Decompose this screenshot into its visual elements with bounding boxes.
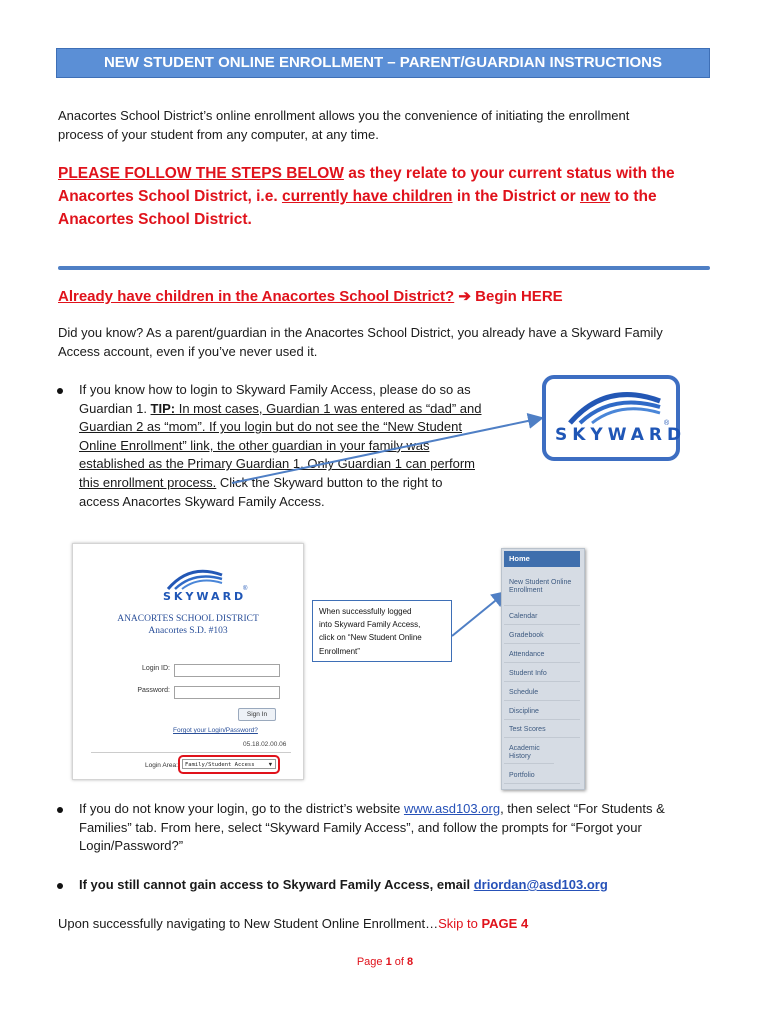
separator (91, 752, 291, 753)
bullet-line: If you do not know your login, go to the district’s website (79, 801, 404, 816)
page-title-banner: NEW STUDENT ONLINE ENROLLMENT – PARENT/GUARDIAN INSTRUCTIONS (56, 48, 710, 78)
section-heading-underlined: Already have children in the Anacortes School District? (58, 288, 455, 305)
menu-item-academic-history[interactable]: Academic History (504, 745, 554, 764)
callout-line: Enrollment” (319, 646, 360, 656)
district-subtitle: Anacortes S.D. #103 (148, 626, 228, 636)
login-area-label: Login Area: (145, 762, 178, 769)
bullet-line: Guardian 2 as “mom”. If you login but do not see the “New Student (79, 419, 462, 435)
notice-text: as they relate to your current status with the (343, 165, 675, 182)
did-you-know-line: Did you know? As a parent/guardian in the Anacortes School District, you already have a Skyward Family (58, 325, 663, 340)
bullet-line: access Anacortes Skyward Family Access. (79, 493, 325, 509)
support-email-link[interactable]: driordan@asd103.org (473, 877, 608, 892)
menu-item-discipline[interactable]: Discipline (504, 708, 580, 720)
bullet-line: If you still cannot gain access to Skyward Family Access, email (79, 877, 474, 892)
notice-emphasis: PLEASE FOLLOW THE STEPS BELOW (58, 165, 344, 182)
notice-text: Anacortes School District. (58, 211, 252, 228)
callout-line: click on “New Student Online (319, 633, 422, 643)
menu-item-home[interactable]: Home (504, 551, 580, 567)
did-you-know-line: Access account, even if you’ve never used it. (58, 344, 318, 359)
bullet-line: Login/Password?” (79, 838, 184, 854)
dropdown-arrow-icon: ▼ (268, 762, 272, 768)
section-heading-rest: Begin HERE (475, 288, 563, 305)
skyward-login-screenshot (72, 543, 304, 780)
bullet-line: If you know how to login to Skyward Family Access, please do so as (79, 382, 471, 397)
menu-item-portfolio[interactable]: Portfolio (504, 772, 580, 784)
menu-item-attendance[interactable]: Attendance (504, 651, 580, 663)
intro-line: process of your student from any computer, at any time. (58, 127, 379, 142)
bullet-line: Click the Skyward button to the right to (216, 474, 443, 490)
password-input[interactable] (174, 686, 280, 699)
page-of: of (391, 956, 408, 968)
callout-box (312, 600, 452, 662)
bullet-line: Guardian 1. (79, 400, 151, 416)
skyward-swoosh-icon (166, 567, 224, 591)
menu-item-gradebook[interactable]: Gradebook (504, 632, 580, 644)
bullet-line: In most cases, Guardian 1 was entered as “dad” and (175, 400, 482, 416)
skyward-swoosh-icon (566, 387, 664, 425)
bullet-item-forgot-login (79, 800, 719, 856)
bullet-line: this enrollment process. (79, 474, 217, 490)
registered-mark: ® (243, 586, 248, 592)
forgot-login-link[interactable]: Forgot your Login/Password? (173, 727, 258, 734)
closing-text: Upon successfully navigating to New Student Online Enrollment… (58, 916, 439, 931)
menu-item-test-scores[interactable]: Test Scores (504, 726, 580, 738)
closing-line (58, 914, 528, 933)
district-name: ANACORTES SCHOOL DISTRICT (117, 614, 259, 624)
page-footer (0, 956, 770, 968)
bullet-line: , then select “For Students & (500, 801, 665, 816)
page-total: 8 (407, 956, 414, 968)
login-area-value: Family/Student Access (185, 762, 255, 768)
bullet-line: Families” tab. From here, select “Skyward Family Access”, and follow the prompts for “Forgot your (79, 819, 642, 835)
registered-mark: ® (664, 420, 670, 427)
password-label: Password: (137, 687, 170, 694)
bullet-icon (57, 807, 63, 813)
login-id-input[interactable] (174, 664, 280, 677)
notice-text: in the District or (452, 188, 580, 205)
callout-line: into Skyward Family Access, (319, 620, 421, 630)
tip-label: TIP: (150, 400, 176, 416)
version-number: 05.18.02.00.06 (243, 741, 287, 748)
intro-line: Anacortes School District’s online enrollment allows you the convenience of initiating the enrollment (58, 108, 630, 123)
login-id-label: Login ID: (141, 665, 170, 672)
notice-emphasis: currently have children (281, 188, 453, 205)
page-word: Page (356, 956, 386, 968)
skyward-logo-text: SKYWARD (555, 425, 687, 445)
arrow-to-badge (232, 418, 542, 483)
sign-in-button[interactable]: Sign In (238, 708, 276, 721)
arrow-right-icon: ➔ (458, 288, 471, 305)
bullet-line: Online Enrollment” link, the other guardian in your family was (79, 437, 430, 453)
skip-text: Skip to (438, 916, 482, 931)
arrow-to-menu (452, 592, 506, 636)
login-area-select[interactable] (182, 759, 276, 769)
district-website-link[interactable]: www.asd103.org (403, 801, 501, 816)
menu-item-new-student-enrollment[interactable]: New Student Online Enrollment (504, 579, 580, 606)
bullet-item-contact (79, 876, 719, 895)
page-current: 1 (385, 956, 392, 968)
skyward-button[interactable] (542, 375, 687, 461)
bullet-icon (57, 883, 63, 889)
family-access-menu (501, 548, 585, 790)
callout-line: When successfully logged (319, 607, 412, 616)
menu-item-calendar[interactable]: Calendar (504, 613, 580, 625)
menu-item-schedule[interactable]: Schedule (504, 689, 580, 701)
notice-text: Anacortes School District, i.e. (58, 188, 282, 205)
notice-emphasis: new (579, 188, 611, 205)
menu-item-student-info[interactable]: Student Info (504, 670, 580, 682)
login-logo-text: SKYWARD (163, 590, 247, 603)
notice-text: to the (610, 188, 657, 205)
skip-page-link: PAGE 4 (481, 916, 529, 931)
bullet-line: established as the Primary Guardian 1. Only Guardian 1 can perform (79, 456, 475, 472)
